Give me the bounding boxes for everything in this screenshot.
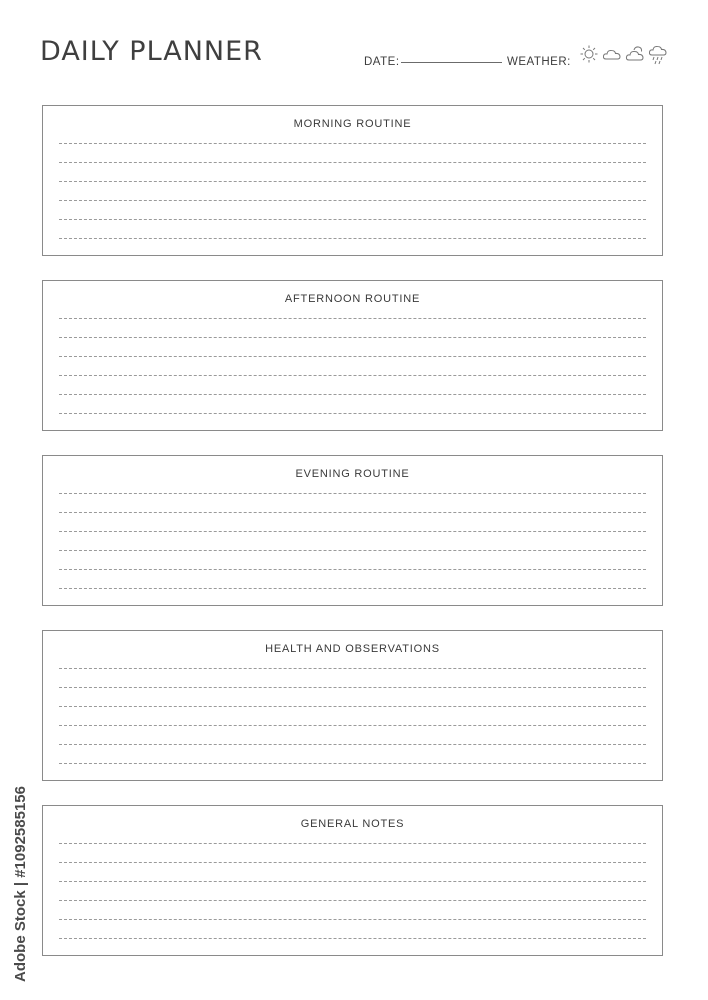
writing-line[interactable] bbox=[59, 938, 646, 939]
section-general-notes bbox=[42, 805, 663, 956]
writing-line[interactable] bbox=[59, 356, 646, 357]
section-evening-routine bbox=[42, 455, 663, 606]
section-morning-routine bbox=[42, 105, 663, 256]
cloud-icon[interactable] bbox=[602, 44, 622, 64]
writing-line[interactable] bbox=[59, 862, 646, 863]
writing-line[interactable] bbox=[59, 744, 646, 745]
writing-line[interactable] bbox=[59, 493, 646, 494]
writing-line[interactable] bbox=[59, 394, 646, 395]
writing-line[interactable] bbox=[59, 687, 646, 688]
writing-line[interactable] bbox=[59, 143, 646, 144]
section-title: MORNING ROUTINE bbox=[293, 118, 412, 130]
writing-line[interactable] bbox=[59, 200, 646, 201]
section-title: GENERAL NOTES bbox=[300, 818, 405, 830]
section-title: HEALTH AND OBSERVATIONS bbox=[265, 643, 440, 655]
weather-icons bbox=[578, 44, 670, 68]
section-health-observations bbox=[42, 630, 663, 781]
writing-line[interactable] bbox=[59, 588, 646, 589]
section-title: AFTERNOON ROUTINE bbox=[284, 293, 421, 305]
writing-line[interactable] bbox=[59, 763, 646, 764]
writing-line[interactable] bbox=[59, 238, 646, 239]
writing-line[interactable] bbox=[59, 413, 646, 414]
writing-line[interactable] bbox=[59, 569, 646, 570]
writing-line[interactable] bbox=[59, 668, 646, 669]
writing-line[interactable] bbox=[59, 219, 646, 220]
writing-line[interactable] bbox=[59, 337, 646, 338]
writing-line[interactable] bbox=[59, 725, 646, 726]
writing-line[interactable] bbox=[59, 550, 646, 551]
section-title: EVENING ROUTINE bbox=[295, 468, 410, 480]
partly-cloudy-icon[interactable] bbox=[625, 44, 645, 64]
rain-icon[interactable] bbox=[648, 44, 668, 66]
writing-line[interactable] bbox=[59, 843, 646, 844]
writing-line[interactable] bbox=[59, 318, 646, 319]
writing-line[interactable] bbox=[59, 881, 646, 882]
writing-line[interactable] bbox=[59, 162, 646, 163]
writing-line[interactable] bbox=[59, 181, 646, 182]
weather-label: WEATHER: bbox=[507, 56, 571, 68]
page-title: DAILY PLANNER bbox=[40, 36, 263, 67]
stock-watermark-id: Adobe Stock | #1092585156 bbox=[12, 786, 29, 982]
writing-line[interactable] bbox=[59, 900, 646, 901]
sun-icon[interactable] bbox=[580, 44, 598, 64]
writing-line[interactable] bbox=[59, 531, 646, 532]
writing-line[interactable] bbox=[59, 512, 646, 513]
date-label: DATE: bbox=[364, 56, 400, 68]
writing-line[interactable] bbox=[59, 706, 646, 707]
date-field-line[interactable] bbox=[401, 62, 502, 63]
writing-line[interactable] bbox=[59, 375, 646, 376]
section-afternoon-routine bbox=[42, 280, 663, 431]
writing-line[interactable] bbox=[59, 919, 646, 920]
